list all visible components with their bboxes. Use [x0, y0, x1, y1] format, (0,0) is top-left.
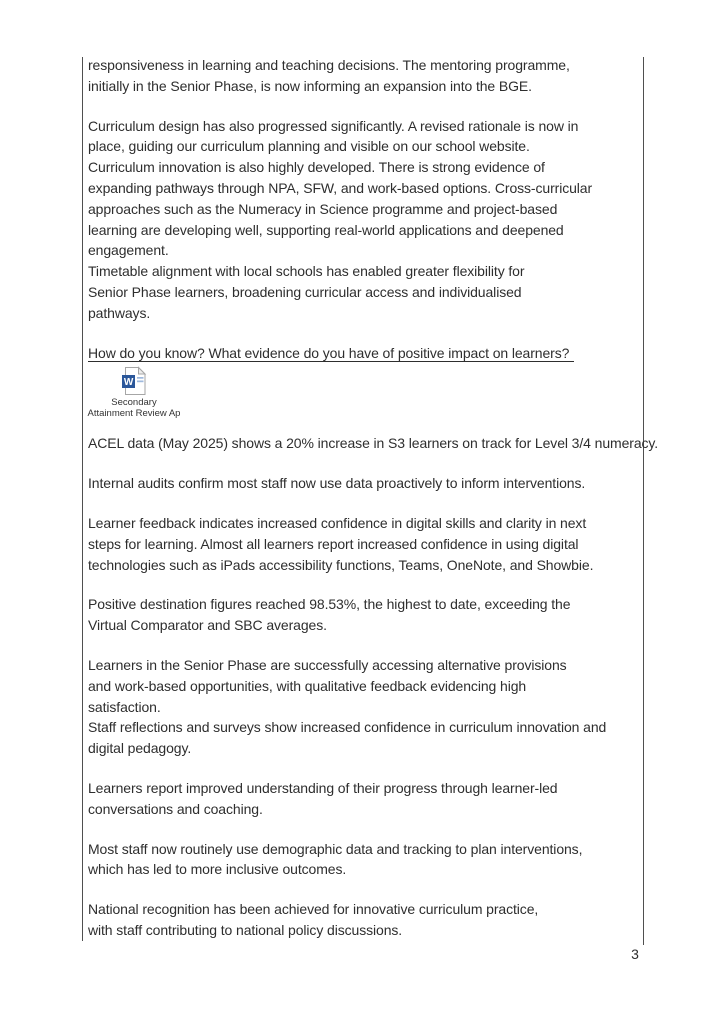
text-line: technologies such as iPads accessibility functions, Teams, OneNote, and Showbie.: [88, 556, 594, 573]
text-line: ACEL data (May 2025) shows a 20% increase in S3 learners on track for Level 3/4 numeracy.: [88, 435, 659, 452]
paragraph-spacer: [88, 880, 644, 899]
attachment-caption-line: Secondary: [111, 397, 157, 409]
attachment-caption-line: Attainment Review Ap: [87, 408, 181, 420]
text-line: Curriculum design has also progressed significantly. A revised rationale is now in: [88, 117, 579, 134]
text-line: learning are developing well, supporting real-world applications and deepened: [88, 221, 564, 238]
table-cell-left-border: [82, 57, 83, 941]
page-number: 3: [631, 946, 639, 962]
text-line: place, guiding our curriculum planning and visible on our school website.: [88, 138, 530, 155]
text-line: conversations and coaching.: [88, 800, 263, 817]
text-line: and work-based opportunities, with qualitative feedback evidencing high: [88, 677, 527, 694]
text-line: Learner feedback indicates increased confidence in digital skills and clarity in next: [88, 514, 587, 531]
text-line: Internal audits confirm most staff now use data proactively to inform interventions.: [88, 475, 586, 492]
text-line: initially in the Senior Phase, is now informing an expansion into the BGE.: [88, 77, 532, 94]
paragraph-spacer: [88, 759, 644, 778]
document-body: [87, 55, 659, 941]
paragraph-spacer: [88, 97, 644, 116]
paragraph-spacer: [88, 494, 644, 513]
question-heading: [88, 343, 644, 364]
text-line: Virtual Comparator and SBC averages.: [88, 617, 327, 634]
word-file-icon[interactable]: [121, 366, 147, 396]
text-line: National recognition has been achieved for innovative curriculum practice,: [88, 901, 539, 918]
text-line: expanding pathways through NPA, SFW, and work-based options. Cross-curricular: [88, 179, 593, 196]
text-line: Most staff now routinely use demographic data and tracking to plan interventions,: [88, 840, 583, 857]
text-line: Senior Phase learners, broadening curricular access and individualised: [88, 283, 522, 300]
question-heading-text: How do you know? What evidence do you have of positive impact on learners?: [88, 345, 574, 362]
text-line: engagement.: [88, 242, 169, 259]
text-line: Timetable alignment with local schools has enabled greater flexibility for: [88, 263, 525, 280]
paragraph-spacer: [88, 636, 644, 655]
text-line: digital pedagogy.: [88, 740, 192, 757]
text-line: Learners report improved understanding of their progress through learner-led: [88, 779, 558, 796]
paragraph-spacer: [88, 820, 644, 839]
paragraph-spacer: [88, 324, 644, 343]
embedded-word-attachment[interactable]: [82, 363, 186, 433]
text-line: with staff contributing to national policy discussions.: [88, 921, 403, 938]
text-line: Positive destination figures reached 98.53%, the highest to date, exceeding the: [88, 596, 571, 613]
paragraph-spacer: [88, 454, 644, 473]
text-line: approaches such as the Numeracy in Science programme and project-based: [88, 200, 558, 217]
text-line: steps for learning. Almost all learners report increased confidence in using digital: [88, 535, 579, 552]
text-line: pathways.: [88, 304, 151, 321]
paragraph-spacer: [88, 575, 644, 594]
text-line: which has led to more inclusive outcomes.: [88, 861, 347, 878]
text-line: Learners in the Senior Phase are successfully accessing alternative provisions: [88, 656, 567, 673]
text-line: Curriculum innovation is also highly developed. There is strong evidence of: [88, 159, 545, 176]
word-icon-letter: W: [123, 377, 134, 389]
text-line: responsiveness in learning and teaching decisions. The mentoring programme,: [88, 57, 570, 73]
text-line: Staff reflections and surveys show increased confidence in curriculum innovation and: [88, 719, 607, 736]
text-line: satisfaction.: [88, 698, 161, 715]
